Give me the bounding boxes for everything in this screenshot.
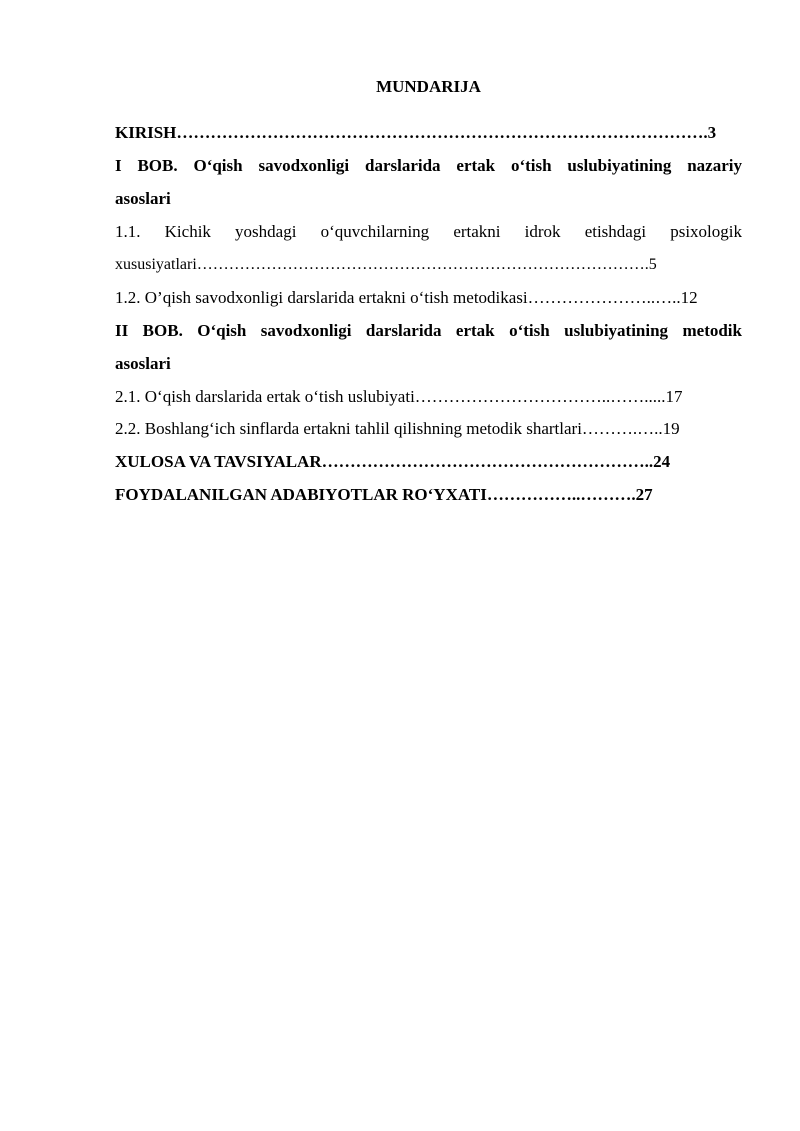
toc-entry-kirish: KIRISH………………………………………………………………………………….3 (115, 123, 717, 142)
toc-entry-1-1-line1: 1.1. Kichik yoshdagi o‘quvchilarning ertakni idrok etishdagi psixologik (115, 222, 742, 241)
toc-entry-xulosa: XULOSA VA TAVSIYALAR…………………………………………………..24 (115, 452, 671, 471)
toc-entry-chapter-1-line1: I BOB. O‘qish savodxonligi darslarida ertak o‘tish uslubiyatining nazariy (115, 156, 742, 175)
toc-entry-1-1-line2: xususiyatlari………………………………………………………………………….5 (115, 256, 657, 273)
toc-entry-1-2: 1.2. O’qish savodxonligi darslarida ertakni o‘tish metodikasi…………………..…..12 (115, 288, 698, 307)
toc-entry-chapter-2-line2: asoslari (115, 354, 171, 373)
page-title: MUNDARIJA (376, 77, 481, 96)
toc-entry-2-2: 2.2. Boshlang‘ich sinflarda ertakni tahlil qilishning metodik shartlari……….…..19 (115, 419, 680, 438)
toc-entry-chapter-1-line2: asoslari (115, 189, 171, 208)
toc-entry-chapter-2-line1: II BOB. O‘qish savodxonligi darslarida ertak o‘tish uslubiyatining metodik (115, 321, 742, 340)
toc-entry-adabiyotlar: FOYDALANILGAN ADABIYOTLAR RO‘YXATI……………..……….27 (115, 485, 653, 504)
toc-entry-2-1: 2.1. O‘qish darslarida ertak o‘tish uslubiyati……………………………..…….....17 (115, 387, 683, 406)
